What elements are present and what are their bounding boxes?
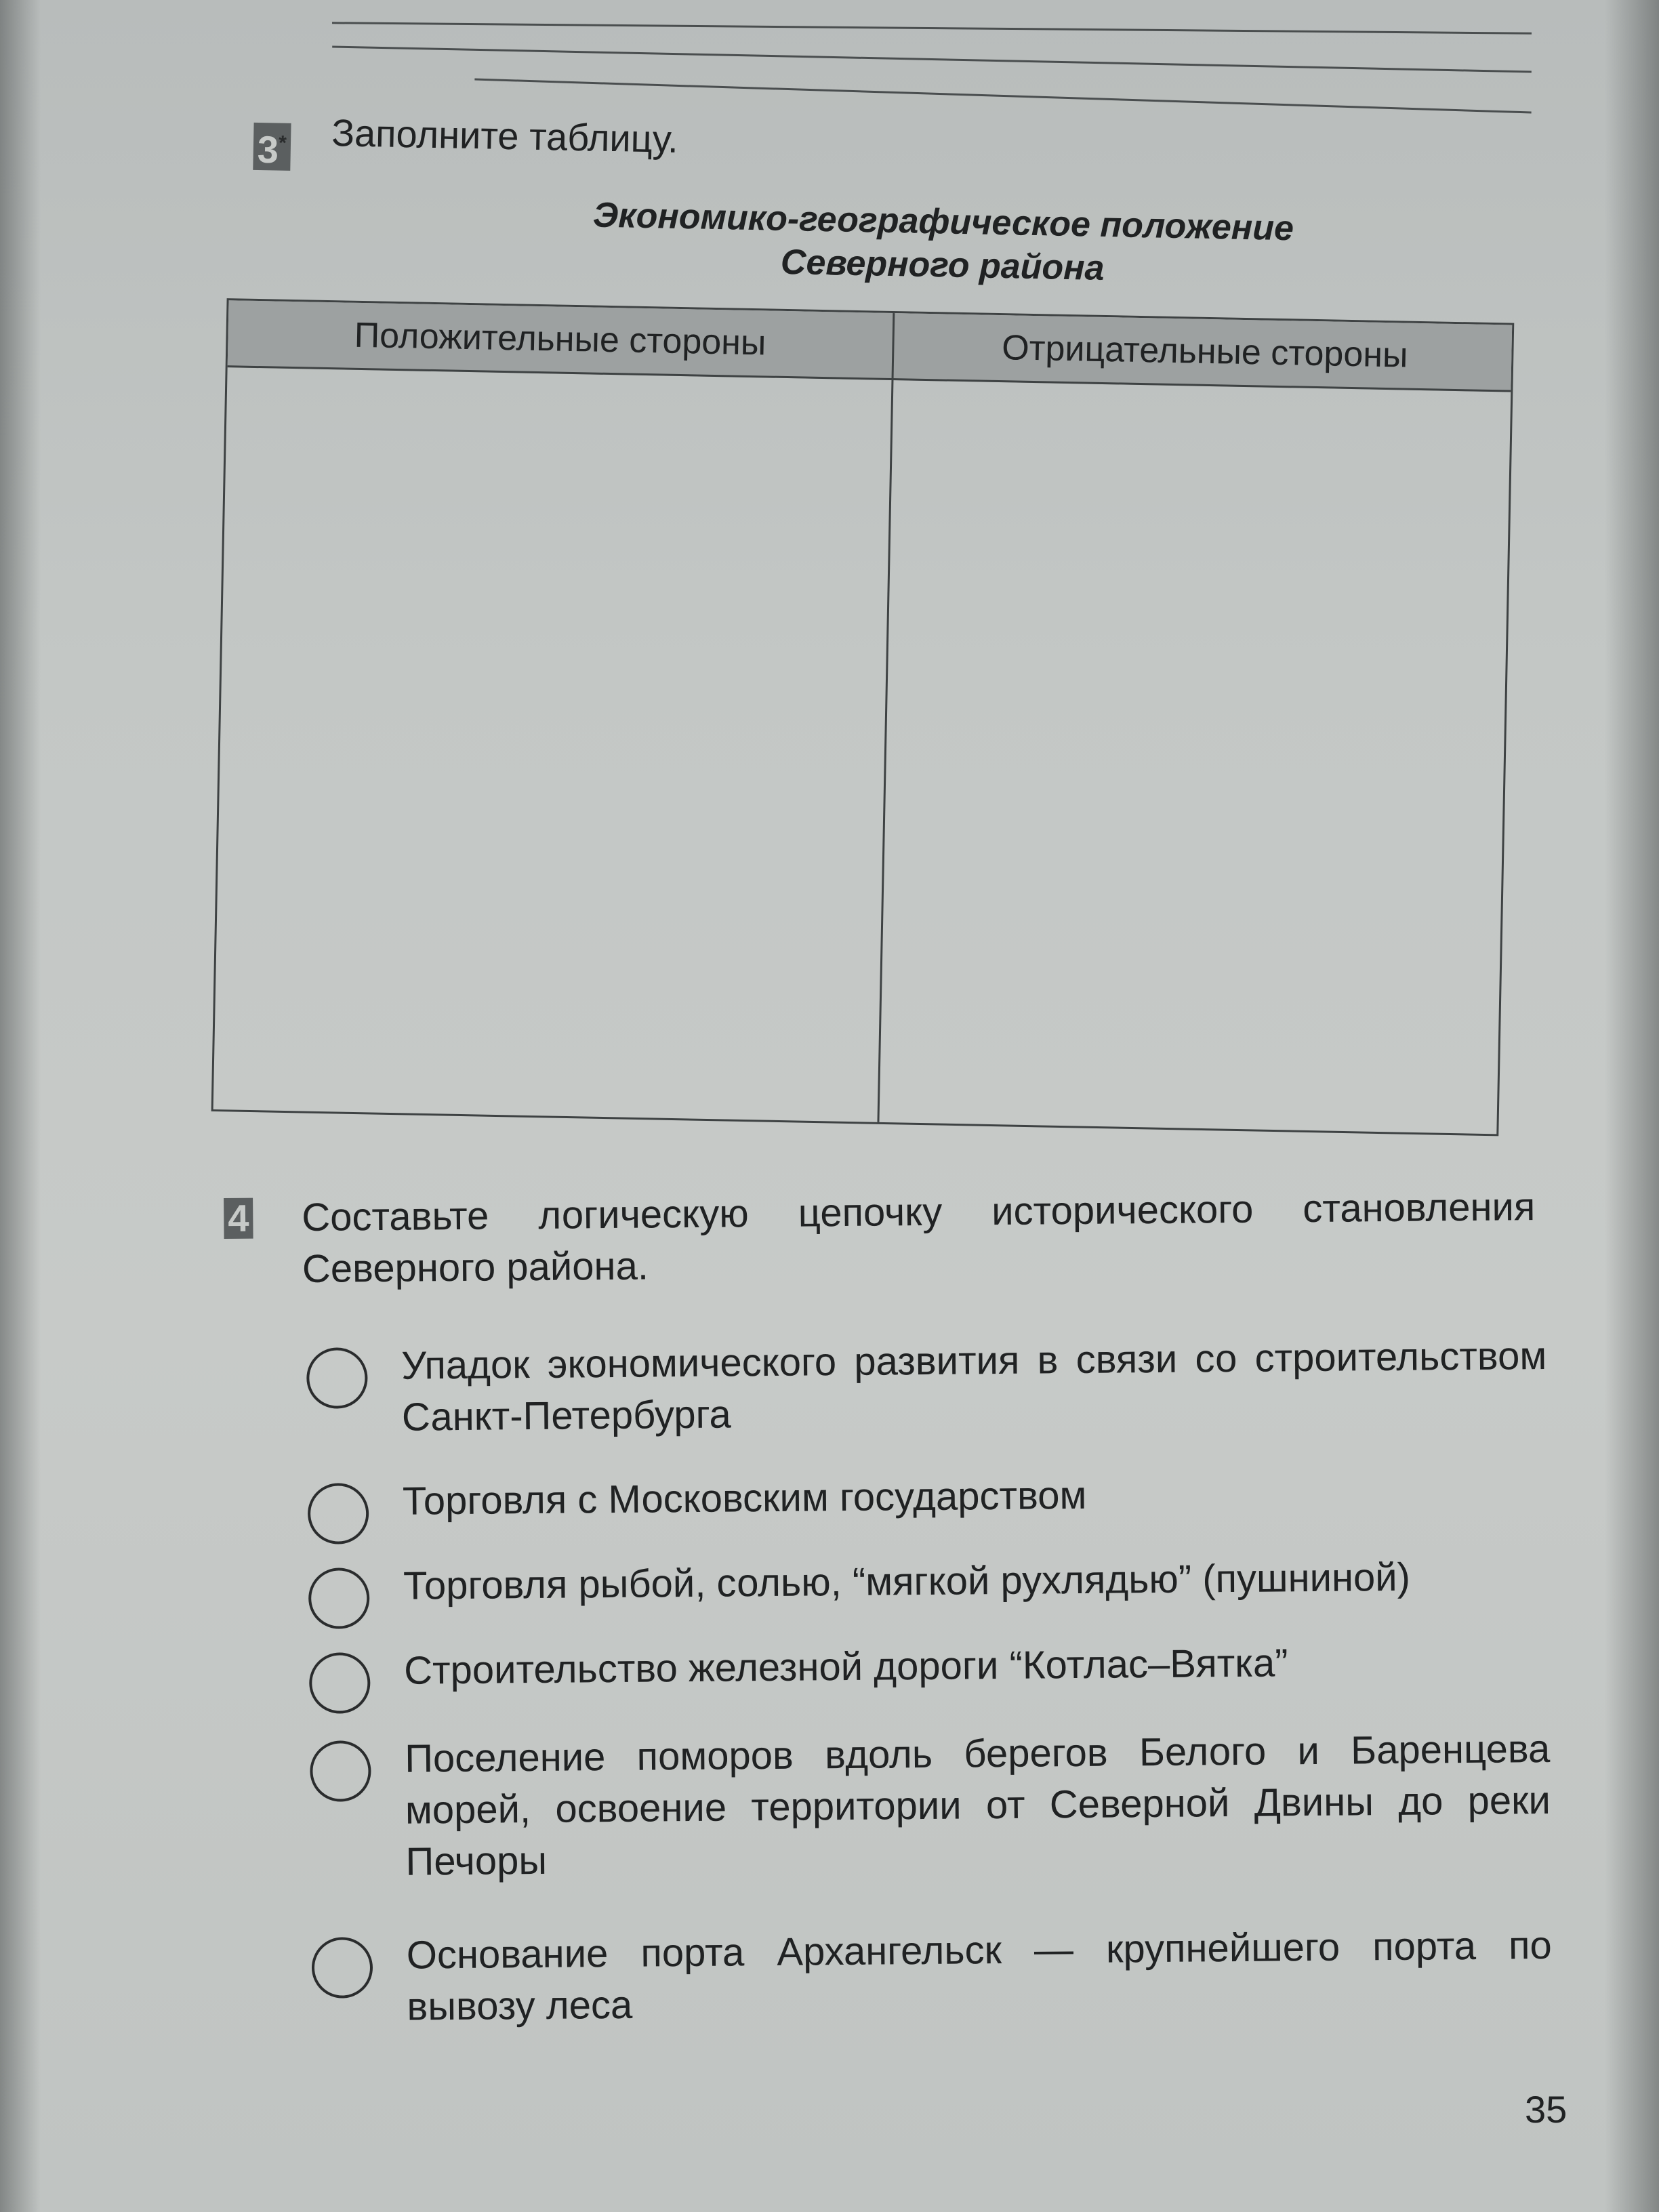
chain-item [306, 1330, 1547, 1439]
order-circle[interactable] [312, 1937, 373, 1999]
task-3-number: 3* [253, 123, 291, 171]
task-3-instruction: Заполните таблицу. [331, 111, 679, 161]
chain-item-text: Основание порта Архангельск — крупнейшего порта по вывозу леса [406, 1923, 1553, 2029]
order-circle[interactable] [308, 1483, 369, 1544]
chain-item-text: Упадок экономического развития в связи со строительством Санкт-Петербурга [401, 1333, 1547, 1439]
order-circle[interactable] [308, 1568, 370, 1629]
epg-table [211, 298, 1515, 1136]
writing-line [332, 45, 1532, 73]
writing-line [474, 79, 1531, 114]
positive-answer-cell[interactable] [213, 367, 892, 1122]
chain-item [309, 1635, 1549, 1693]
chain-item [312, 1920, 1553, 2029]
chain-item [308, 1551, 1549, 1608]
table-title-line-2: Северного района [780, 242, 1105, 288]
column-header-negative: Отрицательные стороны [1001, 328, 1408, 375]
table-title [220, 186, 1543, 298]
task-4-instruction: Составьте логическую цепочку исторического становления Северного района. [302, 1185, 1536, 1291]
table-title-line-1: Экономико-географическое положение [592, 195, 1294, 249]
negative-answer-cell[interactable] [879, 380, 1511, 1134]
order-circle[interactable] [306, 1347, 368, 1409]
chain-item-text: Строительство железной дороги “Котлас–Вятка” [403, 1641, 1288, 1693]
order-circle[interactable] [309, 1652, 371, 1714]
order-circle[interactable] [310, 1740, 371, 1802]
chain-item-text: Поселение поморов вдоль берегов Белого и Баренцева морей, освоение территории от Северной Двины до реки Печоры [405, 1726, 1551, 1884]
chain-item-text: Торговля рыбой, солью, “мягкой рухлядью” (пушниной) [403, 1555, 1411, 1608]
chain-item [310, 1723, 1551, 1884]
page-number: 35 [1525, 2088, 1568, 2131]
column-header-positive: Положительные стороны [354, 315, 766, 363]
task-4-number: 4 [224, 1198, 253, 1239]
task-3 [224, 108, 1545, 375]
chain-item-text: Торговля с Московским государством [402, 1473, 1087, 1523]
chain-item [308, 1466, 1548, 1523]
writing-line [332, 22, 1532, 34]
task-4 [224, 1181, 1553, 2029]
